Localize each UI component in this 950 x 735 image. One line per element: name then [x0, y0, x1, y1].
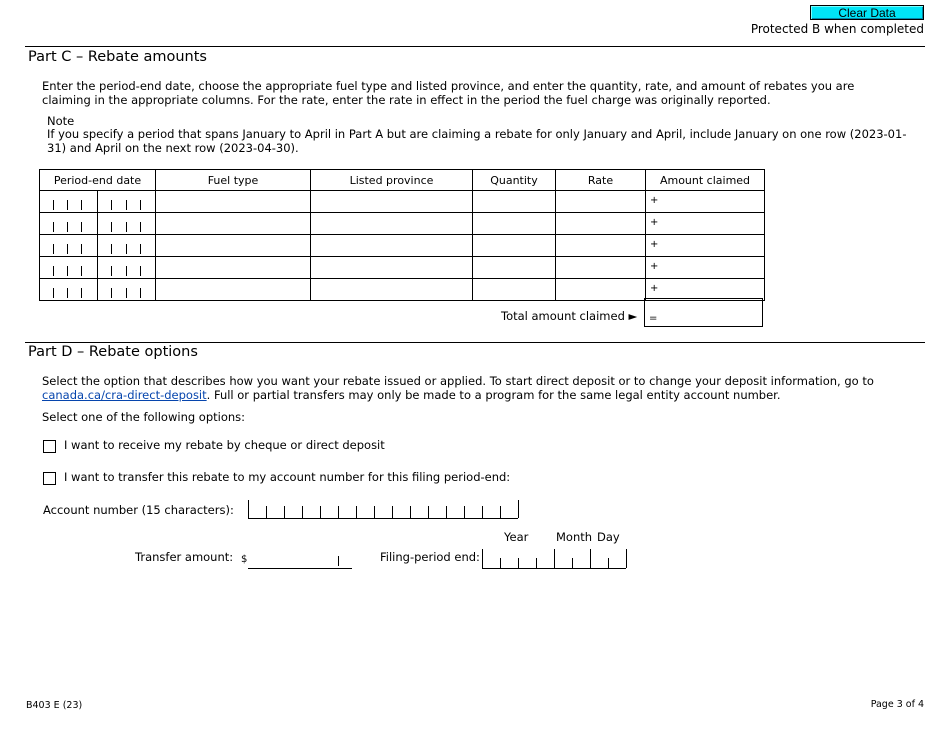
- part-d-title: Part D – Rebate options: [28, 344, 198, 360]
- clear-data-button[interactable]: Clear Data: [810, 5, 924, 20]
- table-row: [40, 191, 765, 213]
- plus-sign: +: [650, 283, 659, 294]
- direct-deposit-link[interactable]: canada.ca/cra-direct-deposit: [42, 388, 207, 402]
- rate-field[interactable]: [556, 235, 646, 257]
- period-end-date-field[interactable]: [40, 279, 156, 301]
- quantity-field[interactable]: [473, 279, 556, 301]
- total-amount-field[interactable]: [644, 298, 763, 327]
- period-end-date-field[interactable]: [40, 257, 156, 279]
- total-label: Total amount claimed ►: [501, 309, 638, 323]
- fuel-type-field[interactable]: [156, 191, 311, 213]
- listed-province-field[interactable]: [311, 213, 473, 235]
- rate-field[interactable]: [556, 279, 646, 301]
- col-listed-province: Listed province: [311, 170, 473, 191]
- col-fuel-type: Fuel type: [156, 170, 311, 191]
- rebate-table: [39, 169, 765, 301]
- fuel-type-field[interactable]: [156, 279, 311, 301]
- fuel-type-field[interactable]: [156, 257, 311, 279]
- quantity-field[interactable]: [473, 257, 556, 279]
- quantity-field[interactable]: [473, 235, 556, 257]
- protected-label: Protected B when completed: [750, 22, 924, 36]
- rate-field[interactable]: [556, 257, 646, 279]
- part-d-intro-text: Select the option that describes how you want your rebate issued or applied. To start direct deposit or to change your deposit information, go to: [42, 374, 874, 388]
- col-quantity: Quantity: [473, 170, 556, 191]
- plus-sign: +: [650, 239, 659, 250]
- filing-period-end-field[interactable]: [482, 549, 626, 569]
- fuel-type-field[interactable]: [156, 213, 311, 235]
- section-divider: [25, 46, 925, 47]
- table-row: [40, 213, 765, 235]
- account-number-label: Account number (15 characters):: [43, 503, 234, 517]
- listed-province-field[interactable]: [311, 235, 473, 257]
- table-row: [40, 257, 765, 279]
- part-d-intro: [42, 374, 902, 402]
- col-amount-claimed: Amount claimed: [646, 170, 765, 191]
- month-label: Month: [556, 530, 593, 544]
- col-rate: Rate: [556, 170, 646, 191]
- table-row: [40, 235, 765, 257]
- transfer-amount-field[interactable]: [248, 555, 352, 569]
- rate-field[interactable]: [556, 213, 646, 235]
- listed-province-field[interactable]: [311, 191, 473, 213]
- form-code: B403 E (23): [26, 700, 83, 711]
- plus-sign: +: [650, 217, 659, 228]
- section-divider: [25, 342, 925, 343]
- option-transfer-label: I want to transfer this rebate to my account number for this filing period-end:: [64, 470, 511, 484]
- period-end-date-field[interactable]: [40, 235, 156, 257]
- period-end-date-field[interactable]: [40, 191, 156, 213]
- listed-province-field[interactable]: [311, 279, 473, 301]
- year-label: Year: [504, 530, 529, 544]
- select-prompt: Select one of the following options:: [42, 410, 246, 424]
- option-cheque-checkbox[interactable]: [43, 440, 56, 453]
- plus-sign: +: [650, 195, 659, 206]
- option-cheque-label: I want to receive my rebate by cheque or direct deposit: [64, 438, 385, 452]
- account-number-field[interactable]: [248, 500, 518, 519]
- equals-sign: =: [649, 313, 658, 324]
- period-end-date-field[interactable]: [40, 213, 156, 235]
- quantity-field[interactable]: [473, 191, 556, 213]
- rate-field[interactable]: [556, 191, 646, 213]
- day-label: Day: [597, 530, 620, 544]
- option-transfer-checkbox[interactable]: [43, 472, 56, 485]
- amount-claimed-field[interactable]: [646, 235, 765, 257]
- col-period-end-date: Period-end date: [40, 170, 156, 191]
- page-number: Page 3 of 4: [870, 699, 924, 710]
- listed-province-field[interactable]: [311, 257, 473, 279]
- amount-claimed-field[interactable]: [646, 213, 765, 235]
- plus-sign: +: [650, 261, 659, 272]
- transfer-amount-label: Transfer amount:: [135, 550, 234, 564]
- part-c-intro: Enter the period-end date, choose the appropriate fuel type and listed province, and enter the quantity, rate, and amount of rebates you are claiming in the appropriate columns. For the rate, enter the rate in effect in the period the fuel charge was originally reported.: [42, 79, 855, 107]
- fuel-type-field[interactable]: [156, 235, 311, 257]
- note-heading: Note: [47, 114, 75, 128]
- note-text: If you specify a period that spans January to April in Part A but are claiming a rebate for only January and April, include January on one row (2023-01-31) and April on the next row (2023-04-30).: [47, 127, 907, 155]
- amount-claimed-field[interactable]: [646, 191, 765, 213]
- amount-claimed-field[interactable]: [646, 257, 765, 279]
- quantity-field[interactable]: [473, 213, 556, 235]
- filing-period-end-label: Filing-period end:: [380, 550, 480, 564]
- dollar-sign: $: [241, 554, 248, 565]
- part-d-intro-text-2: . Full or partial transfers may only be made to a program for the same legal entity account number.: [206, 388, 781, 402]
- part-c-title: Part C – Rebate amounts: [28, 49, 207, 65]
